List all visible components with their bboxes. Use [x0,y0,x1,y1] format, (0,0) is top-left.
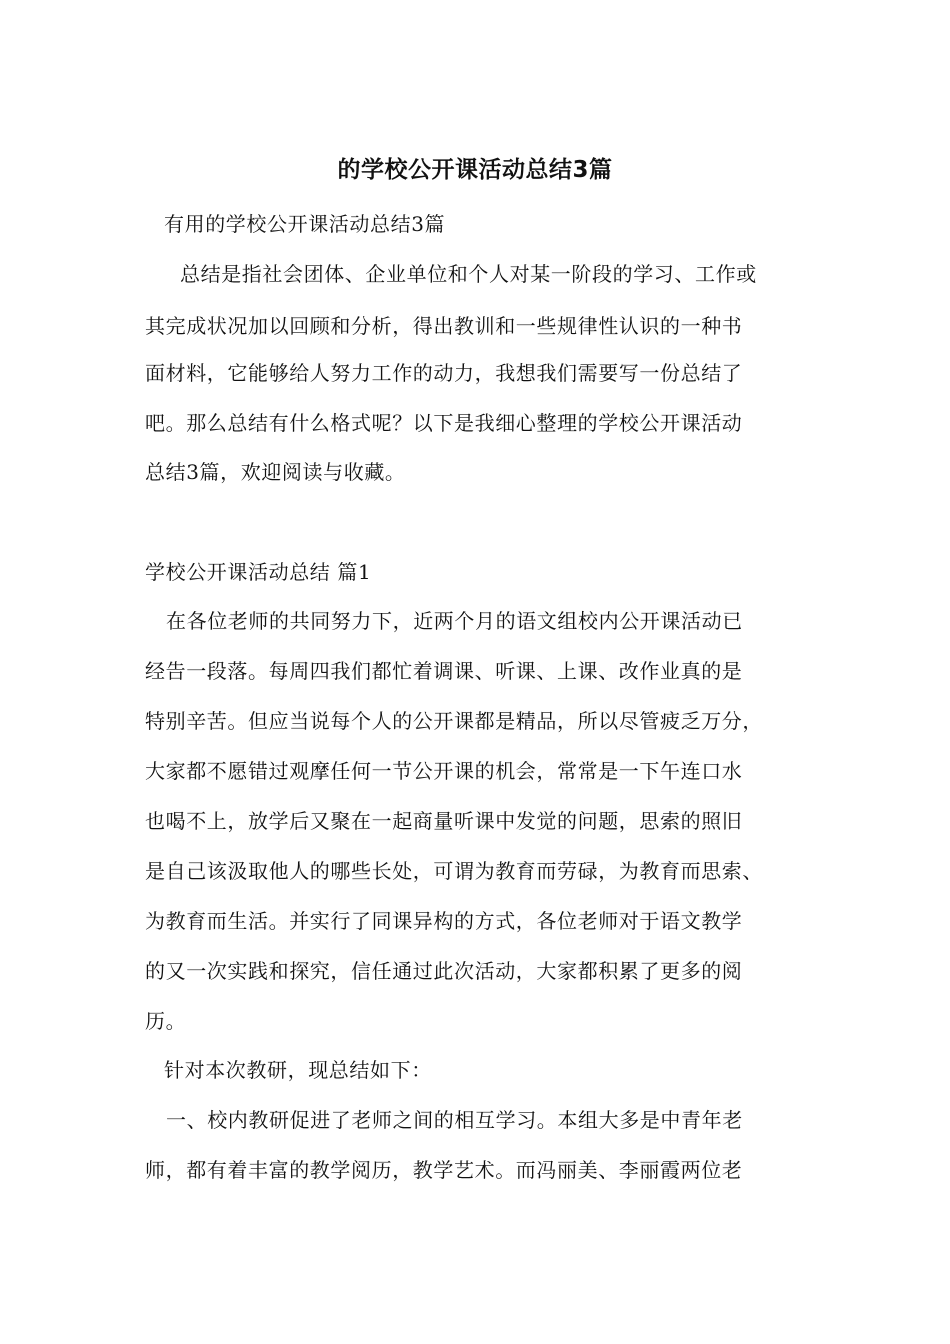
paragraph-line: 在各位老师的共同努力下，近两个月的语文组校内公开课活动已 [166,609,743,633]
paragraph-line: 师，都有着丰富的教学阅历，教学艺术。而冯丽美、李丽霞两位老 [145,1158,743,1182]
paragraph-line: 吧。那么总结有什么格式呢？以下是我细心整理的学校公开课活动 [145,411,743,435]
paragraph-line: 特别辛苦。但应当说每个人的公开课都是精品，所以尽管疲乏万分， [145,709,763,733]
paragraph-line: 也喝不上，放学后又聚在一起商量听课中发觉的问题，思索的照旧 [145,809,743,833]
paragraph-line: 是自己该汲取他人的哪些长处，可谓为教育而劳碌，为教育而思索、 [145,859,763,883]
paragraph-line: 面材料，它能够给人努力工作的动力，我想我们需要写一份总结了 [145,361,743,385]
document-title: 的学校公开课活动总结3篇 [337,157,613,183]
paragraph-line: 大家都不愿错过观摩任何一节公开课的机会，常常是一下午连口水 [145,759,743,783]
paragraph-line: 总结3篇，欢迎阅读与收藏。 [145,460,406,484]
paragraph-line: 其完成状况加以回顾和分析，得出教训和一些规律性认识的一种书 [145,314,743,338]
paragraph-line: 历。 [145,1009,187,1033]
section-heading: 学校公开课活动总结 篇1 [145,560,372,584]
paragraph-line: 为教育而生活。并实行了同课异构的方式，各位老师对于语文教学 [145,909,743,933]
paragraph-line: 总结是指社会团体、企业单位和个人对某一阶段的学习、工作或 [180,262,757,286]
paragraph-line: 一、校内教研促进了老师之间的相互学习。本组大多是中青年老 [166,1108,743,1132]
paragraph-line: 的又一次实践和探究，信任通过此次活动，大家都积累了更多的阅 [145,959,743,983]
paragraph-line: 经告一段落。每周四我们都忙着调课、听课、上课、改作业真的是 [145,659,743,683]
subtitle-line: 有用的学校公开课活动总结3篇 [164,212,446,236]
paragraph-line: 针对本次教研，现总结如下： [164,1058,432,1082]
